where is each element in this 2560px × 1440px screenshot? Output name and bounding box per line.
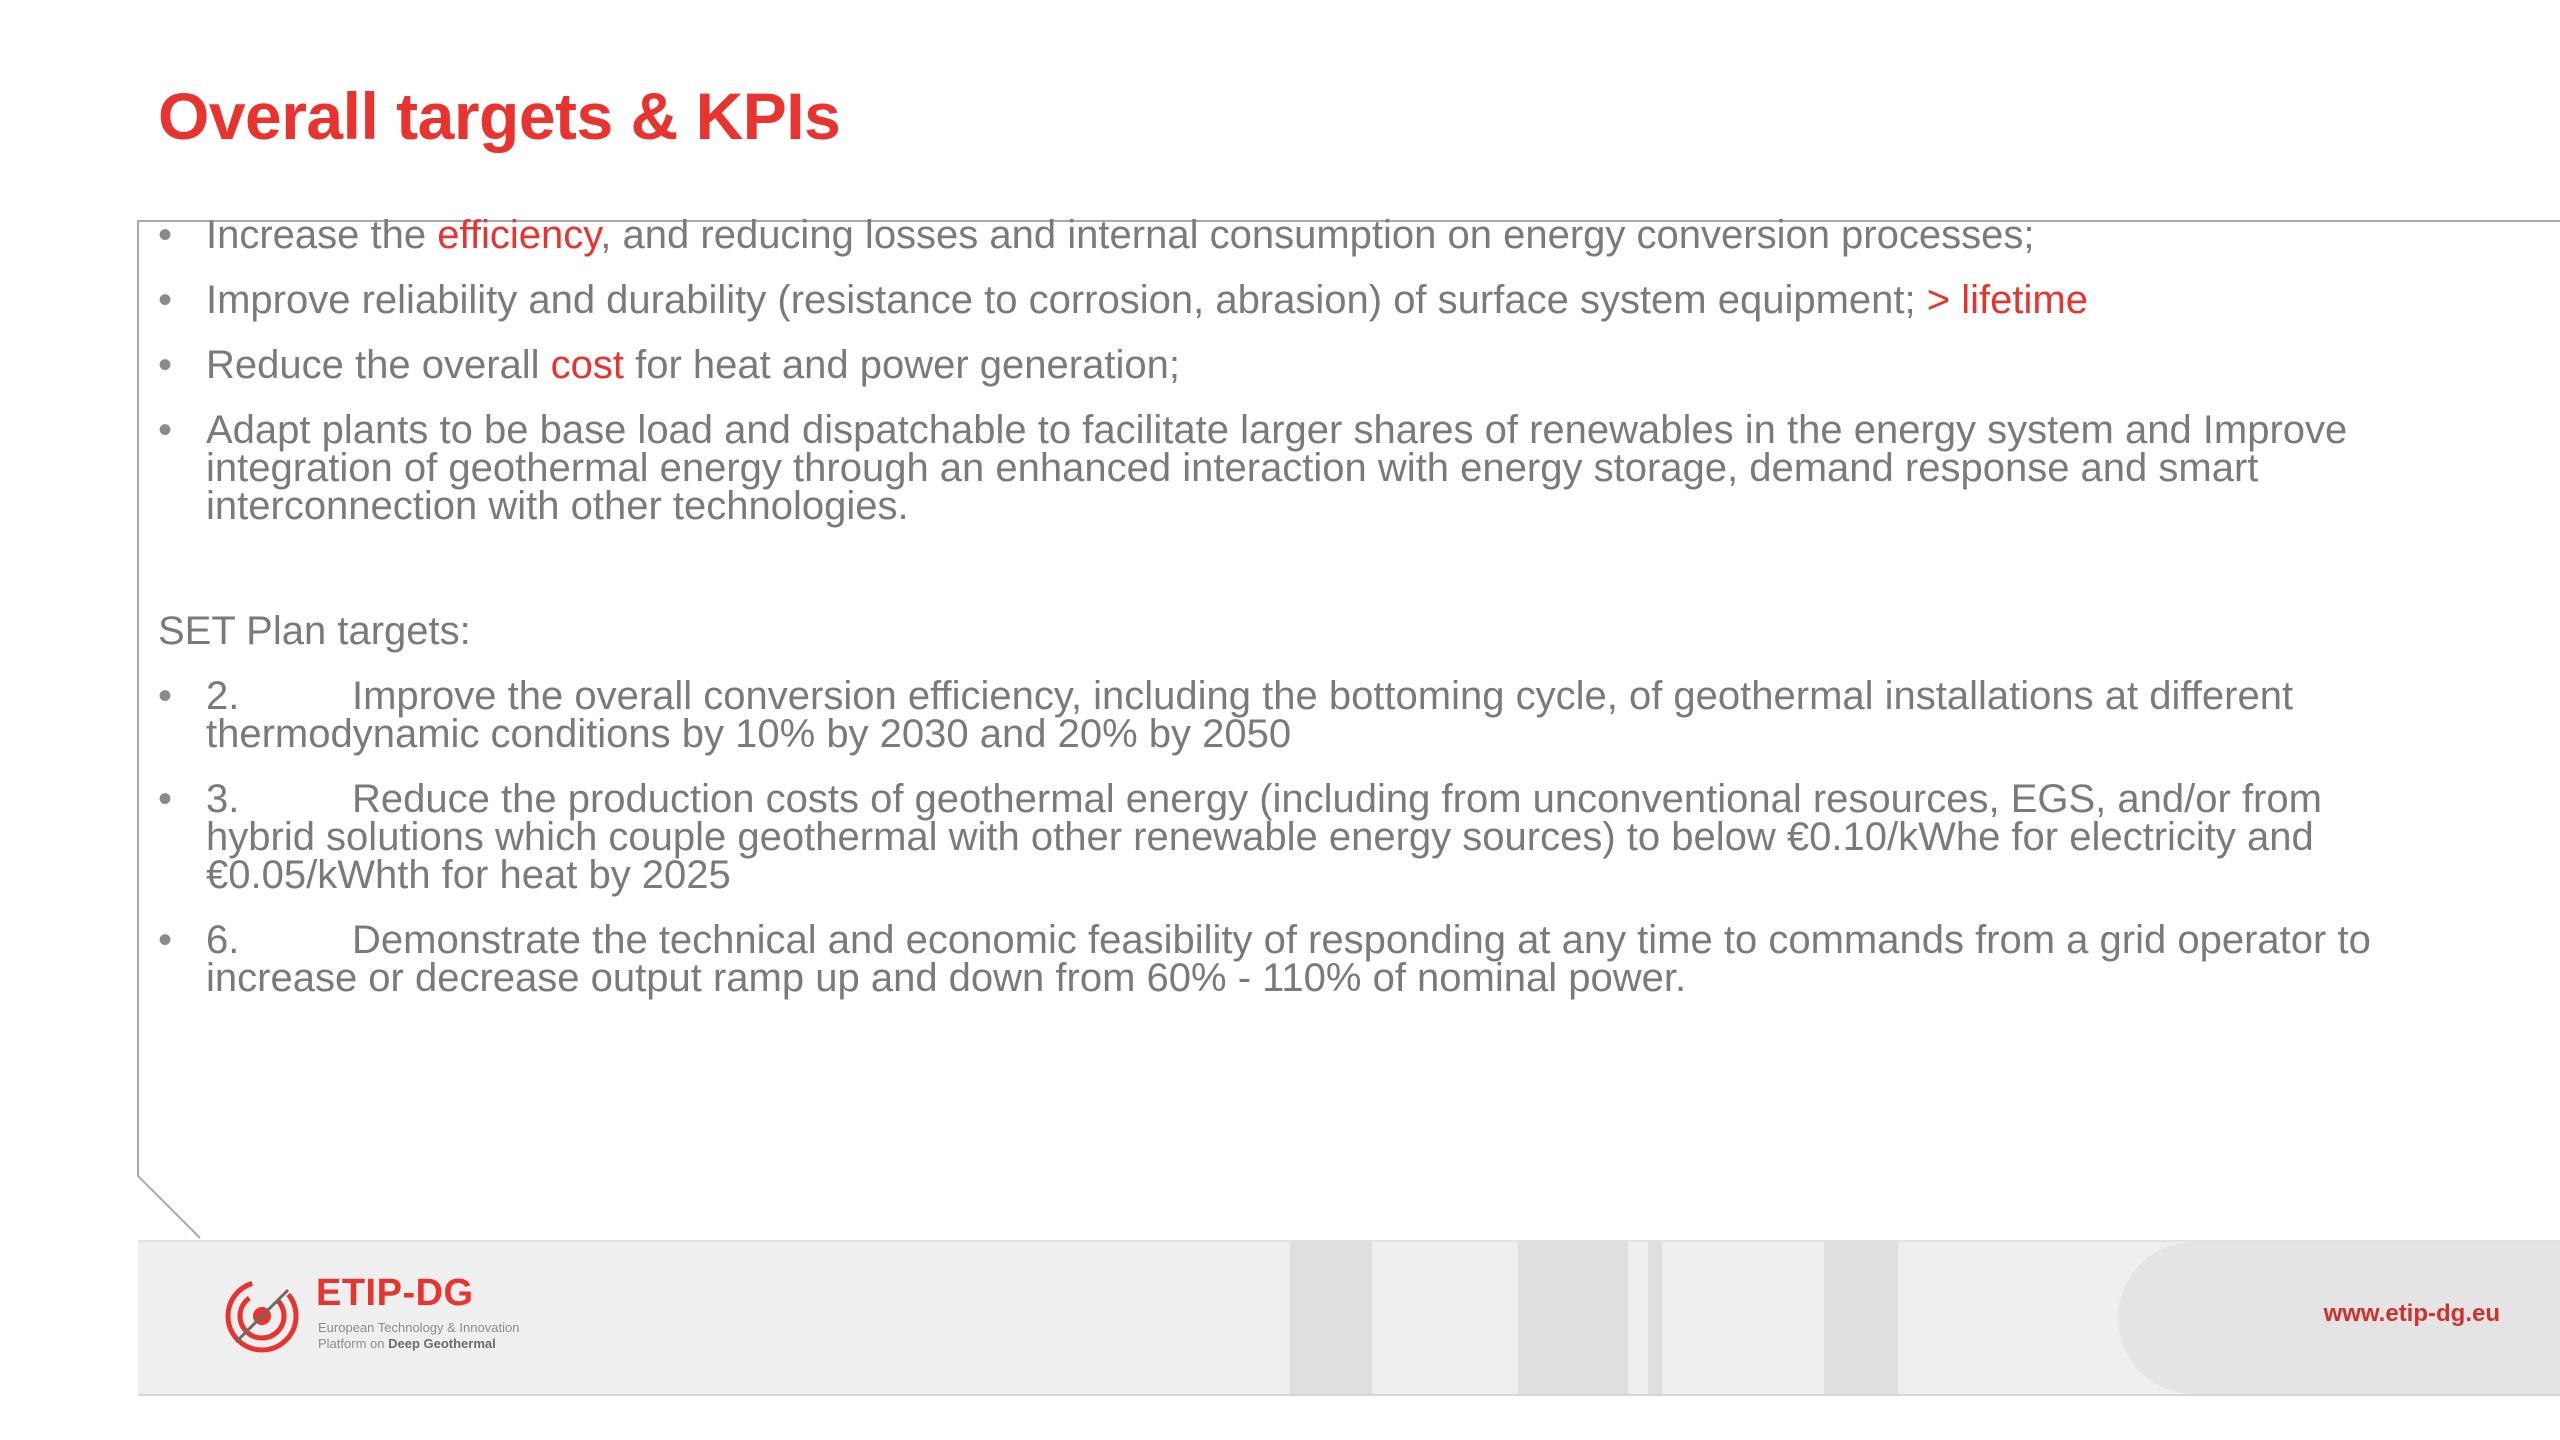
logo-tagline-line2 <box>318 1336 496 1351</box>
highlighted-term: > lifetime <box>1926 278 2088 322</box>
etip-dg-logo <box>222 1272 622 1362</box>
bullet-dot-icon: • <box>158 408 173 452</box>
footer-decor-band <box>1824 1242 1898 1394</box>
bullet-dot-icon: • <box>158 918 173 962</box>
bullet-text: Reduce the overall <box>206 343 551 387</box>
logo-tagline-prefix: Platform on <box>318 1336 389 1351</box>
footer-decor-band <box>1290 1242 1372 1394</box>
logo-tagline-bold: Deep Geothermal <box>388 1336 496 1351</box>
bullet-text: Increase the <box>206 213 438 257</box>
set-plan-heading: SET Plan targets: <box>158 609 471 653</box>
highlighted-term: efficiency <box>437 213 601 257</box>
bullet-dot-icon: • <box>158 343 173 387</box>
website-url: www.etip-dg.eu <box>2323 1300 2500 1327</box>
bullet-dot-icon: • <box>158 278 173 322</box>
highlighted-term: cost <box>550 343 625 387</box>
set-plan-text: Reduce the production costs of geothermal energy (including from unconventional resources, EGS, and/or from hybrid solutions which couple geothermal with other renewable energy sources) to below €0.10/kWhe for electricity and €0.05/kWhth for heat by 2025 <box>206 777 2322 897</box>
bullet-dot-icon: • <box>158 674 173 718</box>
kpi-bullet-item <box>158 213 2418 257</box>
footer-decor-band <box>1518 1242 1628 1394</box>
bullet-text: Improve reliability and durability (resistance to corrosion, abrasion) of surface system equipment; <box>206 278 1927 322</box>
bullet-text: for heat and power generation; <box>624 343 1180 387</box>
set-plan-number: 2. <box>206 674 240 718</box>
set-plan-item <box>158 777 2418 897</box>
set-plan-text: Demonstrate the technical and economic feasibility of responding at any time to commands from a grid operator to increase or decrease output ramp up and down from 60% - 110% of nominal power. <box>206 918 2371 1000</box>
bullet-dot-icon: • <box>158 777 173 821</box>
set-plan-list <box>158 674 2418 1000</box>
footer-decor-band <box>1648 1242 1662 1394</box>
slide-title: Overall targets & KPIs <box>158 79 841 153</box>
set-plan-text: Improve the overall conversion efficiency, including the bottoming cycle, of geothermal installations at different thermodynamic conditions by 10% by 2030 and 20% by 2050 <box>206 674 2294 756</box>
kpi-bullet-item <box>158 343 2418 387</box>
set-plan-number: 3. <box>206 777 240 821</box>
geothermal-spiral-icon <box>222 1276 302 1356</box>
bullet-dot-icon: • <box>158 213 173 257</box>
set-plan-item <box>158 674 2418 756</box>
slide-body <box>158 213 2418 1024</box>
logo-tagline-line1: European Technology & Innovation <box>318 1320 520 1335</box>
logo-wordmark: ETIP-DG <box>316 1272 474 1314</box>
bullet-text: , and reducing losses and internal consumption on energy conversion processes; <box>600 213 2035 257</box>
bullet-text: Adapt plants to be base load and dispatchable to facilitate larger shares of renewables in the energy system and Improve integration of geothermal energy through an enhanced interaction with energy storage, demand response and smart interconnection with other technologies. <box>206 408 2348 528</box>
set-plan-item <box>158 918 2418 1000</box>
kpi-bullet-item <box>158 278 2418 322</box>
kpi-bullet-item <box>158 408 2418 528</box>
set-plan-number: 6. <box>206 918 240 962</box>
kpi-bullet-list <box>158 213 2418 528</box>
